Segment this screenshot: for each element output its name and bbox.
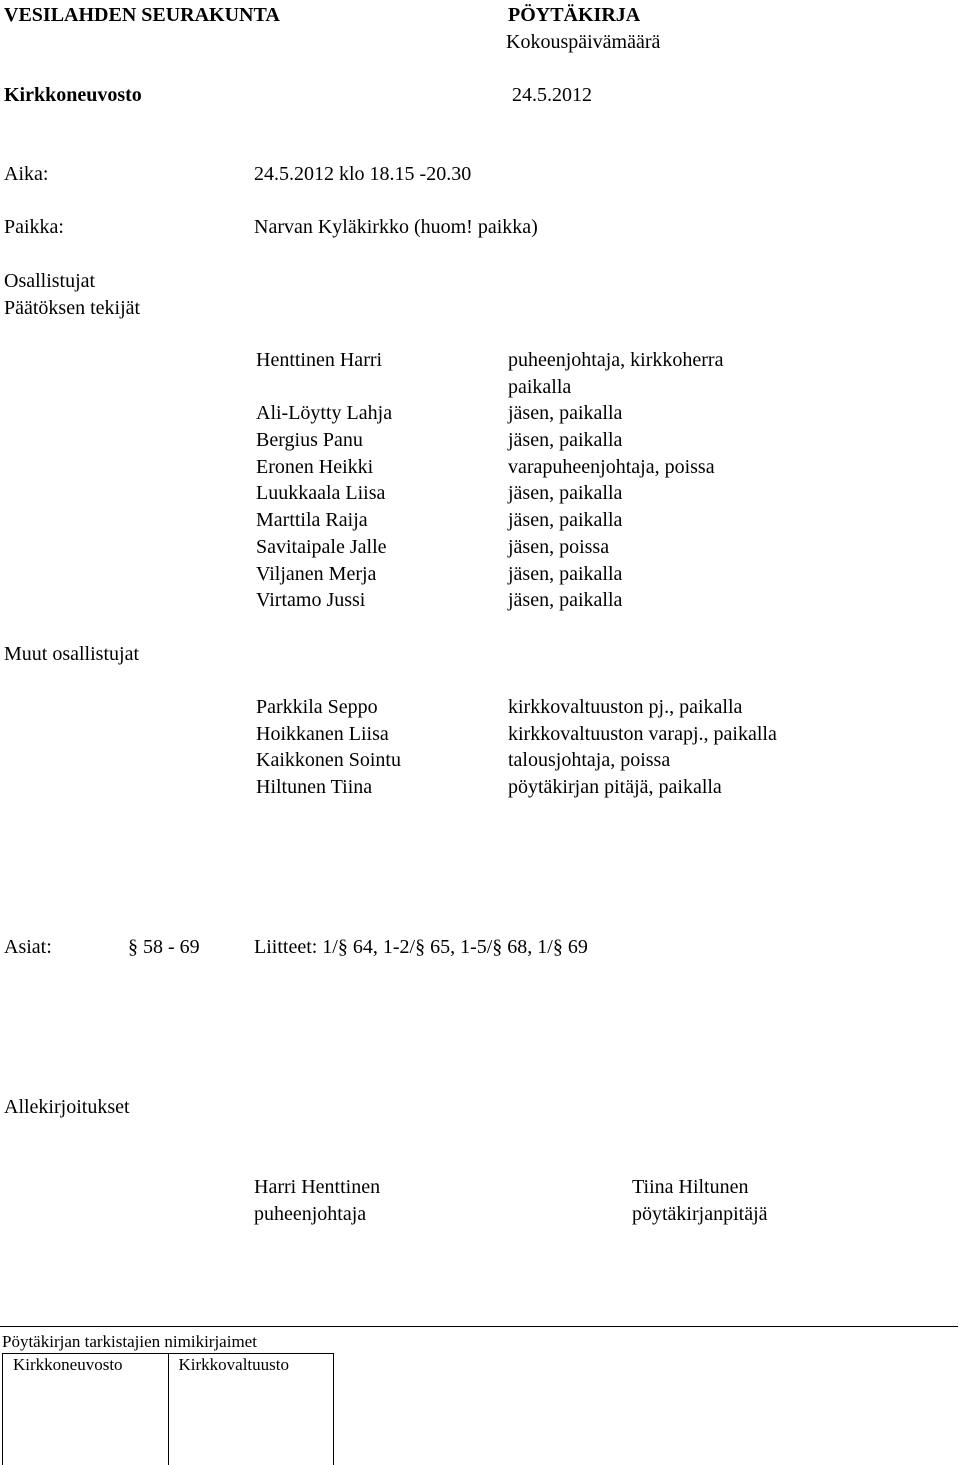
decision-makers-names (256, 347, 392, 614)
participant-name: Virtamo Jussi (256, 589, 366, 612)
participant-name: Marttila Raija (256, 509, 368, 532)
participant-role: jäsen, paikalla (508, 509, 623, 532)
participant-role: jäsen, poissa (508, 535, 610, 558)
matters-label: Asiat: (4, 936, 52, 958)
signer-2-role: pöytäkirjanpitäjä (632, 1203, 768, 1225)
other-participants-names (256, 694, 401, 801)
participant-name: Bergius Panu (256, 429, 363, 452)
initials-table (2, 1353, 334, 1465)
participant-role: pöytäkirjan pitäjä, paikalla (508, 776, 722, 799)
place-label: Paikka: (4, 216, 64, 238)
participant-name (256, 374, 392, 401)
participant-name: Eronen Heikki (256, 455, 374, 478)
decision-makers-heading: Päätöksen tekijät (4, 297, 141, 319)
participant-name: Kaikkonen Sointu (256, 749, 401, 772)
participant-role: paikalla (508, 375, 572, 398)
participant-role: kirkkovaltuuston pj., paikalla (508, 696, 743, 718)
participant-role: jäsen, paikalla (508, 589, 623, 612)
signer-1-name: Harri Henttinen (254, 1176, 381, 1198)
attachments: Liitteet: 1/§ 64, 1-2/§ 65, 1-5/§ 68, 1/§ 69 (254, 936, 588, 958)
matters-value: § 58 - 69 (128, 936, 200, 958)
participant-role: jäsen, paikalla (508, 429, 623, 452)
decision-makers-roles (508, 347, 723, 614)
organization-name: VESILAHDEN SEURAKUNTA (4, 4, 280, 26)
participant-name: Savitaipale Jalle (256, 535, 387, 558)
other-participants-roles (508, 694, 777, 801)
participant-name: Luukkaala Liisa (256, 482, 386, 505)
participant-role: jäsen, paikalla (508, 402, 623, 425)
time-label: Aika: (4, 163, 49, 185)
time-value: 24.5.2012 klo 18.15 -20.30 (254, 163, 472, 185)
participant-role: kirkkovaltuuston varapj., paikalla (508, 722, 777, 745)
place-value: Narvan Kyläkirkko (huom! paikka) (254, 216, 538, 238)
participant-role: jäsen, paikalla (508, 482, 623, 505)
footer-divider (0, 1326, 958, 1327)
other-participants-heading: Muut osallistujat (4, 643, 139, 665)
signatures-heading: Allekirjoitukset (4, 1096, 130, 1118)
participant-role: varapuheenjohtaja, poissa (508, 455, 715, 478)
participant-role: talousjohtaja, poissa (508, 749, 671, 772)
participant-role: jäsen, paikalla (508, 562, 623, 585)
initials-cell-kirkkovaltuusto: Kirkkovaltuusto (178, 1355, 289, 1374)
body-name: Kirkkoneuvosto (4, 84, 142, 106)
meeting-date-value: 24.5.2012 (512, 84, 592, 106)
participant-name: Ali-Löytty Lahja (256, 402, 393, 425)
participant-name: Henttinen Harri (256, 349, 383, 371)
participants-heading: Osallistujat (4, 270, 96, 292)
participant-name: Viljanen Merja (256, 562, 377, 585)
participant-name: Parkkila Seppo (256, 696, 378, 718)
initials-label: Pöytäkirjan tarkistajien nimikirjaimet (2, 1332, 257, 1351)
signer-1-role: puheenjohtaja (254, 1203, 367, 1225)
participant-name: Hoikkanen Liisa (256, 722, 389, 745)
initials-cell-kirkkoneuvosto: Kirkkoneuvosto (3, 1354, 169, 1465)
participant-name: Hiltunen Tiina (256, 776, 373, 799)
document-type: PÖYTÄKIRJA (508, 4, 641, 26)
signer-2-name: Tiina Hiltunen (632, 1176, 749, 1198)
participant-role: puheenjohtaja, kirkkoherra (508, 349, 724, 371)
meeting-date-label: Kokouspäivämäärä (506, 31, 661, 53)
